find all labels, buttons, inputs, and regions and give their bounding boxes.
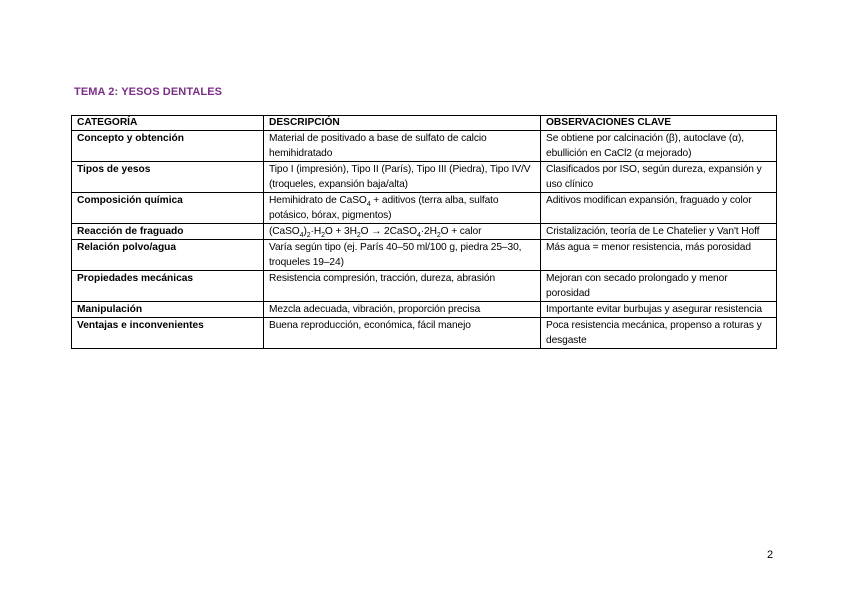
table-body: [72, 131, 777, 349]
row-observations: Más agua = menor resistencia, más porosidad: [541, 240, 777, 271]
table-row: [72, 271, 777, 302]
row-description: Mezcla adecuada, vibración, proporción precisa: [264, 302, 541, 318]
row-observations: Clasificados por ISO, según dureza, expansión y uso clínico: [541, 162, 777, 193]
header-row: [72, 116, 777, 131]
row-category: Manipulación: [72, 302, 264, 318]
formula-text: ): [303, 226, 307, 237]
header-observations: OBSERVACIONES CLAVE: [541, 116, 777, 131]
formula-text: O + calor: [440, 226, 482, 237]
row-description: [264, 224, 541, 240]
table-row: [72, 162, 777, 193]
formula-text: ·2H: [420, 226, 437, 237]
row-category: Ventajas e inconvenientes: [72, 318, 264, 349]
table-row: [72, 224, 777, 240]
row-observations: Aditivos modifican expansión, fraguado y color: [541, 193, 777, 224]
row-observations: Se obtiene por calcinación (β), autoclave (α), ebullición en CaCl2 (α mejorado): [541, 131, 777, 162]
formula-subscript: 4: [299, 232, 304, 240]
row-description: Material de positivado a base de sulfato de calcio hemihidratado: [264, 131, 541, 162]
row-description: Tipo I (impresión), Tipo II (París), Tipo III (Piedra), Tipo IV/V (troqueles, expansión baja/alta): [264, 162, 541, 193]
row-category: Propiedades mecánicas: [72, 271, 264, 302]
row-observations: Importante evitar burbujas y asegurar resistencia: [541, 302, 777, 318]
page-number: 2: [767, 549, 774, 561]
formula-subscript: 2: [321, 232, 325, 240]
formula-subscript: 4: [366, 201, 371, 209]
formula-subscript: 4: [416, 232, 421, 240]
formula-text: O + 3H: [324, 226, 357, 237]
row-description: [264, 193, 541, 224]
table-row: [72, 131, 777, 162]
formula-text: Hemihidrato de CaSO: [269, 195, 367, 206]
row-observations: Poca resistencia mecánica, propenso a roturas y desgaste: [541, 318, 777, 349]
formula-subscript: 2: [356, 232, 361, 240]
row-category: Concepto y obtención: [72, 131, 264, 162]
formula-text: O → 2CaSO: [360, 226, 417, 237]
header-category: CATEGORÍA: [72, 116, 264, 131]
row-category: Relación polvo/agua: [72, 240, 264, 271]
table-row: [72, 302, 777, 318]
row-description: Buena reproducción, económica, fácil manejo: [264, 318, 541, 349]
row-description: Varía según tipo (ej. París 40–50 ml/100 g, piedra 25–30, troqueles 19–24): [264, 240, 541, 271]
row-observations: Mejoran con secado prolongado y menor porosidad: [541, 271, 777, 302]
row-category: Composición química: [72, 193, 264, 224]
formula-subscript: 2: [306, 232, 311, 240]
table-row: [72, 240, 777, 271]
table-row: [72, 318, 777, 349]
row-category: Tipos de yesos: [72, 162, 264, 193]
formula-subscript: 2: [436, 232, 441, 240]
table-row: [72, 193, 777, 224]
header-description: DESCRIPCIÓN: [264, 116, 541, 131]
summary-table: [71, 115, 777, 349]
row-description: Resistencia compresión, tracción, dureza, abrasión: [264, 271, 541, 302]
page-title: TEMA 2: YESOS DENTALES: [74, 86, 223, 98]
row-observations: Cristalización, teoría de Le Chatelier y Van't Hoff: [541, 224, 777, 240]
formula-text: + aditivos (terra alba, sulfato potásico, bórax, pigmentos): [269, 195, 499, 221]
formula-text: ·H: [310, 226, 322, 237]
row-category: Reacción de fraguado: [72, 224, 264, 240]
table-header: [72, 116, 777, 131]
formula-text: (CaSO: [269, 226, 300, 237]
